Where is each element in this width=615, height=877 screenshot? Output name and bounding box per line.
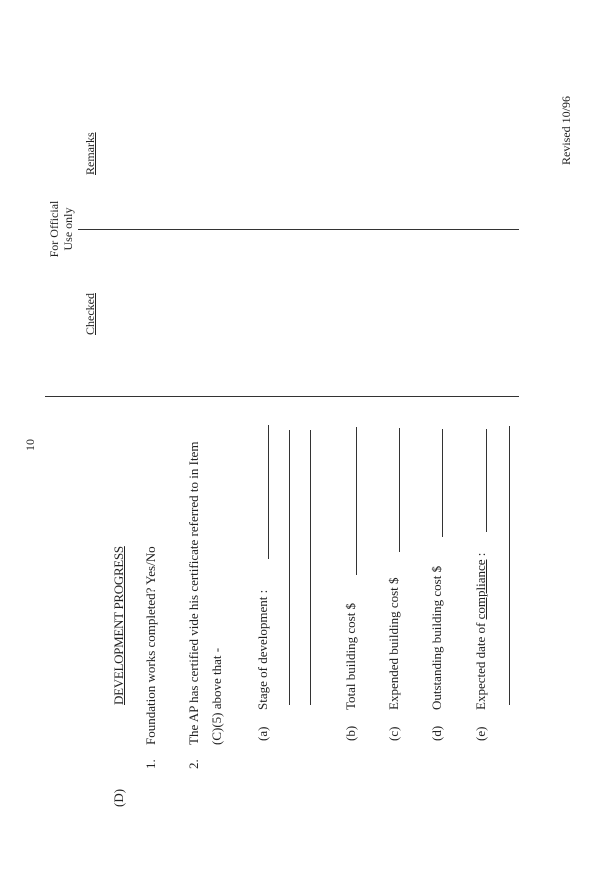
subitem-e-marker: (e) [473, 726, 488, 741]
subitem-b-label: Total building cost $ [343, 602, 358, 710]
column-divider-right [78, 229, 519, 230]
checked-column-header: Checked [83, 293, 97, 335]
subitem-d-label: Outstanding building cost $ [429, 565, 444, 710]
item-2-number: 2. [186, 759, 201, 769]
item-2-text-continued: (C)(5) above that - [209, 647, 224, 745]
subitem-a-label: Stage of development : [255, 589, 270, 710]
item-2-text: The AP has certified vide his certificate referred to in Item [186, 441, 201, 745]
subitem-c-marker: (c) [386, 726, 401, 741]
section-marker: (D) [111, 788, 126, 807]
total-building-cost-field[interactable] [356, 427, 357, 575]
stage-of-development-field-line2[interactable] [289, 430, 290, 705]
remarks-column-header: Remarks [83, 132, 97, 175]
subitem-c-label: Expended building cost $ [386, 577, 401, 710]
item-1-number: 1. [143, 759, 158, 769]
subitem-e-label [474, 553, 487, 710]
expended-building-cost-field[interactable] [399, 428, 400, 552]
subitem-b-marker: (b) [343, 725, 358, 741]
subitem-a-marker: (a) [255, 726, 270, 741]
revision-note: Revised 10/96 [559, 96, 573, 165]
expected-compliance-date-field[interactable] [486, 429, 487, 532]
subitem-d-marker: (d) [429, 725, 444, 741]
official-use-heading-line2: Use only [61, 207, 75, 251]
stage-of-development-field[interactable] [268, 425, 269, 559]
page-number: 10 [23, 439, 37, 451]
official-use-heading-line1: For Official [47, 200, 61, 258]
item-1-text: Foundation works completed? Yes/No [143, 546, 158, 745]
outstanding-building-cost-field[interactable] [442, 429, 443, 537]
subitem-e-label-underlined: compliance [473, 559, 488, 620]
stage-of-development-field-line3[interactable] [310, 430, 311, 705]
expected-compliance-date-field-line2[interactable] [509, 426, 510, 705]
subitem-e-label-suffix: : [473, 552, 488, 560]
section-title: DEVELOPMENT PROGRESS [111, 546, 126, 705]
column-divider-left [45, 396, 519, 397]
subitem-e-label-prefix: Expected date of [473, 619, 488, 710]
